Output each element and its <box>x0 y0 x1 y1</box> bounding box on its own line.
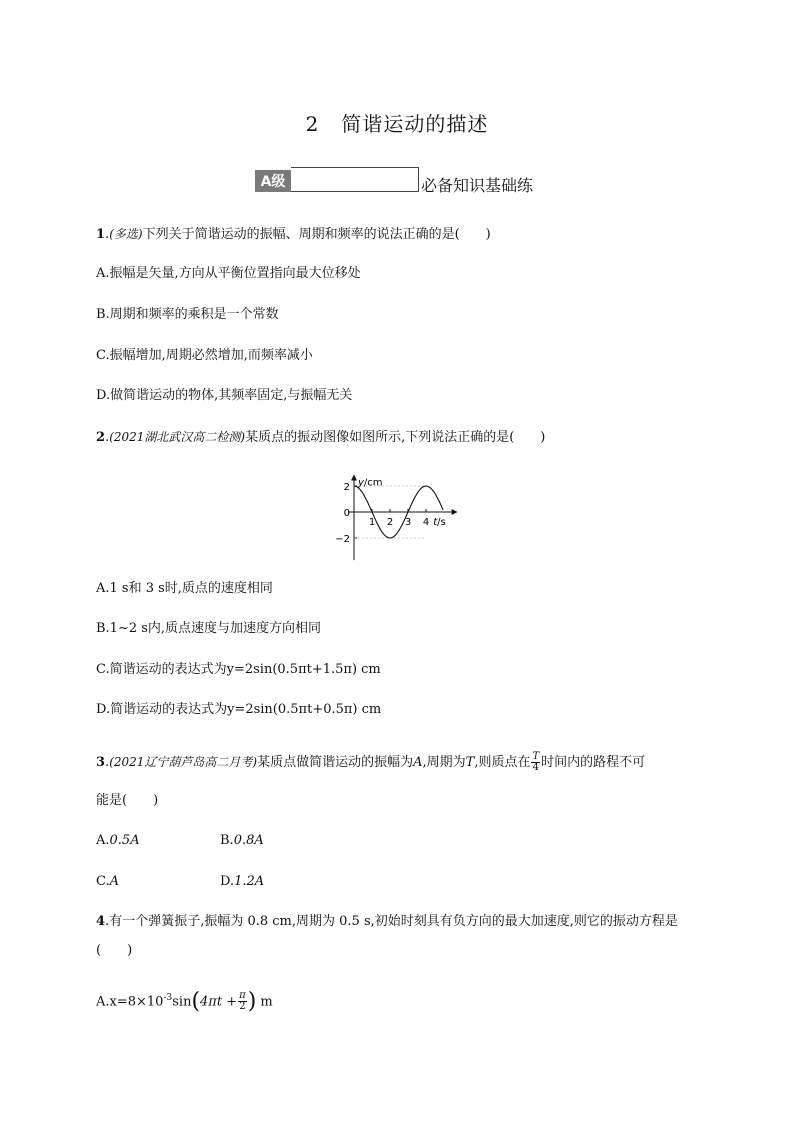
q1-option-d: D.做简谐运动的物体,其频率固定,与振幅无关 <box>96 388 353 403</box>
y-tick-label: 0 <box>343 508 350 519</box>
q3-text-d: 时间内的路程不可 <box>541 755 646 770</box>
q4-right-paren: ) <box>247 988 257 1014</box>
x-axis-arrow <box>452 509 458 515</box>
q2-number: 2 <box>96 430 106 445</box>
q3-option-b <box>220 831 264 851</box>
q1-tag: (多选) <box>109 227 143 241</box>
q3-option-b-letter: B. <box>220 833 234 848</box>
y-axis-label: y/cm <box>358 477 383 489</box>
x-tick-label: 4 <box>422 517 430 528</box>
q3-period-symbol: T <box>465 755 475 770</box>
q2-option-c: C.简谐运动的表达式为y=2sin(0.5πt+1.5π) cm <box>96 662 381 677</box>
q3-frac-denominator: 4 <box>532 762 539 773</box>
q1-text: 下列关于简谐运动的振幅、周期和频率的说法正确的是( ) <box>142 227 491 242</box>
q3-stem-line2: 能是( ) <box>96 793 159 808</box>
q2-stem: 2.(2021湖北武汉高二检测)某质点的振动图像如图所示,下列说法正确的是( ) <box>96 430 546 445</box>
q3-source: (2021辽宁葫芦岛高二月考) <box>109 755 258 769</box>
q3-option-c <box>96 872 119 892</box>
y-tick-label: 2 <box>343 482 350 493</box>
vibration-graph <box>330 462 470 562</box>
q3-option-d-letter: D. <box>220 874 235 889</box>
q4-option-a-prefix: A.x=8×10 <box>96 994 164 1010</box>
q4-stem-line2: ( ) <box>96 943 133 958</box>
q4-stem: 4.有一个弹簧振子,振幅为 0.8 cm,周期为 0.5 s,初始时刻具有负方向的最大加速度,则它的振动方程是 <box>96 914 678 929</box>
level-label: 必备知识基础练 <box>421 176 534 195</box>
q2-option-d: D.简谐运动的表达式为y=2sin(0.5πt+0.5π) cm <box>96 702 382 717</box>
q4-option-a-sin: sin <box>172 994 192 1010</box>
q1-option-b: B.周期和频率的乘积是一个常数 <box>96 307 279 322</box>
q4-left-paren: ( <box>191 988 201 1014</box>
q3-option-c-letter: C. <box>96 874 110 889</box>
q3-frac-numerator: T <box>532 751 540 762</box>
section-title: 简谐运动的描述 <box>341 112 489 136</box>
x-tick-label: 1 <box>368 517 376 528</box>
q3-option-d <box>220 872 264 892</box>
q4-option-a-argument: 4πt + <box>200 994 238 1010</box>
q3-text-a: 某质点做简谐运动的振幅为 <box>257 755 414 770</box>
q3-amplitude-symbol: A <box>413 755 423 770</box>
q4-text: 有一个弹簧振子,振幅为 0.8 cm,周期为 0.5 s,初始时刻具有负方向的最大加速度,则它的振动方程是 <box>109 914 678 929</box>
q3-stem: 3.(2021辽宁葫芦岛高二月考)某质点做简谐运动的振幅为A,周期为T,则质点在 $\frac{T}{4}$ 时间内的路程不可 <box>96 751 646 773</box>
x-axis-label: t/s <box>433 517 446 528</box>
q3-option-b-value: 0.8A <box>233 833 264 848</box>
q3-option-a-letter: A. <box>96 833 110 848</box>
level-tag: A级 <box>255 170 291 192</box>
page-title <box>0 108 794 137</box>
section-number: 2 <box>305 112 320 136</box>
q2-option-a: A.1 s和 3 s时,质点的速度相同 <box>96 581 273 596</box>
q4-frac-denominator: 2 <box>239 1001 246 1013</box>
q3-option-d-value: 1.2A <box>234 874 265 889</box>
q3-fraction <box>531 752 540 773</box>
q1-stem: 1.(多选)下列关于简谐运动的振幅、周期和频率的说法正确的是( ) <box>96 227 491 242</box>
q3-text-c: ,则质点在 <box>474 755 531 770</box>
q2-text: 某质点的振动图像如图所示,下列说法正确的是( ) <box>245 430 546 445</box>
q4-option-a-exponent: -3 <box>163 993 173 1003</box>
q4-fraction <box>238 991 247 1012</box>
q1-option-a: A.振幅是矢量,方向从平衡位置指向最大位移处 <box>96 266 361 281</box>
q3-option-c-value: A <box>109 874 120 889</box>
x-tick-label: 2 <box>386 517 394 528</box>
y-axis-arrow <box>351 475 357 481</box>
q3-number: 3 <box>96 755 106 770</box>
q3-option-a <box>96 831 140 851</box>
q4-frac-numerator: π <box>239 990 246 1002</box>
q2-source: (2021湖北武汉高二检测) <box>109 430 246 444</box>
q4-option-a <box>96 988 273 1012</box>
q4-number: 4 <box>96 914 106 929</box>
q3-option-a-value: 0.5A <box>109 833 140 848</box>
q3-text-b: ,周期为 <box>422 755 466 770</box>
level-box <box>291 167 419 192</box>
y-tick-label: −2 <box>335 534 350 545</box>
chart-group <box>335 475 457 561</box>
level-banner <box>255 165 534 195</box>
q1-option-c: C.振幅增加,周期必然增加,而频率减小 <box>96 348 313 363</box>
q1-number: 1 <box>96 227 106 242</box>
q4-option-a-unit: m <box>260 994 273 1010</box>
x-tick-label: 3 <box>404 517 412 528</box>
q2-option-b: B.1~2 s内,质点速度与加速度方向相同 <box>96 621 322 636</box>
